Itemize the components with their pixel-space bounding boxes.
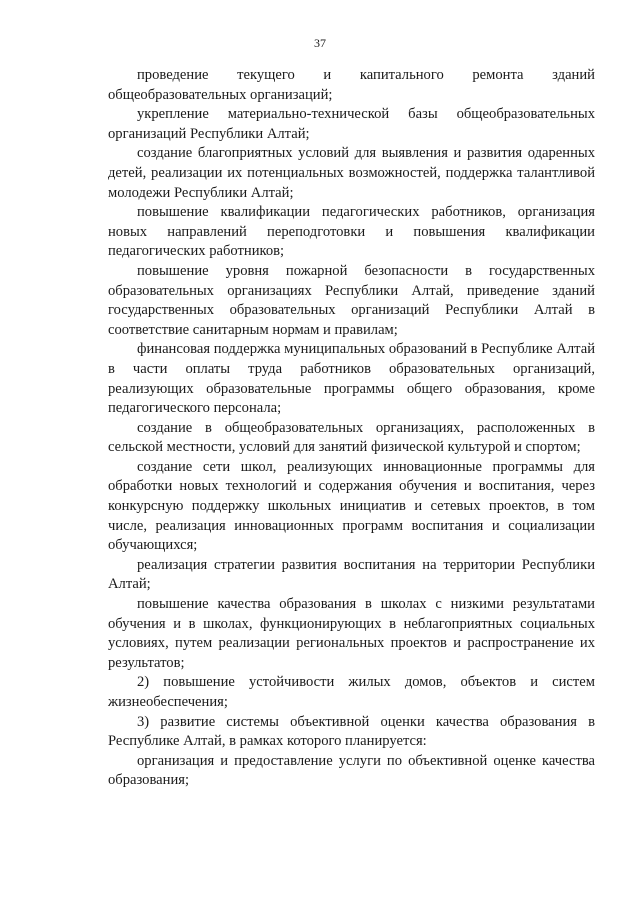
numbered-paragraph: 2) повышение устойчивости жилых домов, объектов и систем жизнеобеспечения; bbox=[108, 674, 595, 710]
paragraph: финансовая поддержка муниципальных образований в Республике Алтай в части оплаты труда работников образовательных организаций, реализующих образовательные программы общего образования, кроме педагогического персонала; bbox=[108, 341, 595, 417]
paragraph: повышение уровня пожарной безопасности в государственных образовательных организациях Республики Алтай, приведение зданий государственных образовательных организаций Республики Алтай в соответствие санитарным нормам и правилам; bbox=[108, 262, 595, 338]
paragraph: организация и предоставление услуги по объективной оценке качества образования; bbox=[108, 752, 595, 789]
paragraph: повышение качества образования в школах с низкими результатами обучения и в школах, функционирующих в неблагоприятных социальных условиях, путем реализации региональных проектов и распространение их результатов; bbox=[108, 596, 595, 671]
page-number: 37 bbox=[314, 36, 326, 50]
document-body bbox=[108, 66, 595, 791]
paragraph: создание благоприятных условий для выявления и развития одаренных детей, реализации их потенциальных возможностей, поддержка талантливой молодежи Республики Алтай; bbox=[108, 145, 595, 201]
paragraph: реализация стратегии развития воспитания на территории Республики Алтай; bbox=[108, 556, 595, 593]
numbered-paragraph: 3) развитие системы объективной оценки качества образования в Республике Алтай, в рамках которого планируется: bbox=[108, 713, 595, 750]
paragraph: укрепление материально-технической базы общеобразовательных организаций Республики Алтай; bbox=[108, 106, 595, 142]
paragraph: создание в общеобразовательных организациях, расположенных в сельской местности, условий для занятий физической культурой и спортом; bbox=[108, 419, 595, 456]
paragraph: создание сети школ, реализующих инновационные программы для обработки новых технологий и содержания обучения и воспитания, через конкурсную поддержку школьных инициатив и сетевых проектов, в том числе, реализация инновационных программ воспитания и социализации обучающихся; bbox=[108, 458, 595, 554]
paragraph: повышение квалификации педагогических работников, организация новых направлений переподготовки и повышения квалификации педагогических работников; bbox=[108, 204, 595, 260]
paragraph: проведение текущего и капитального ремонта зданий общеобразовательных организаций; bbox=[108, 67, 595, 103]
